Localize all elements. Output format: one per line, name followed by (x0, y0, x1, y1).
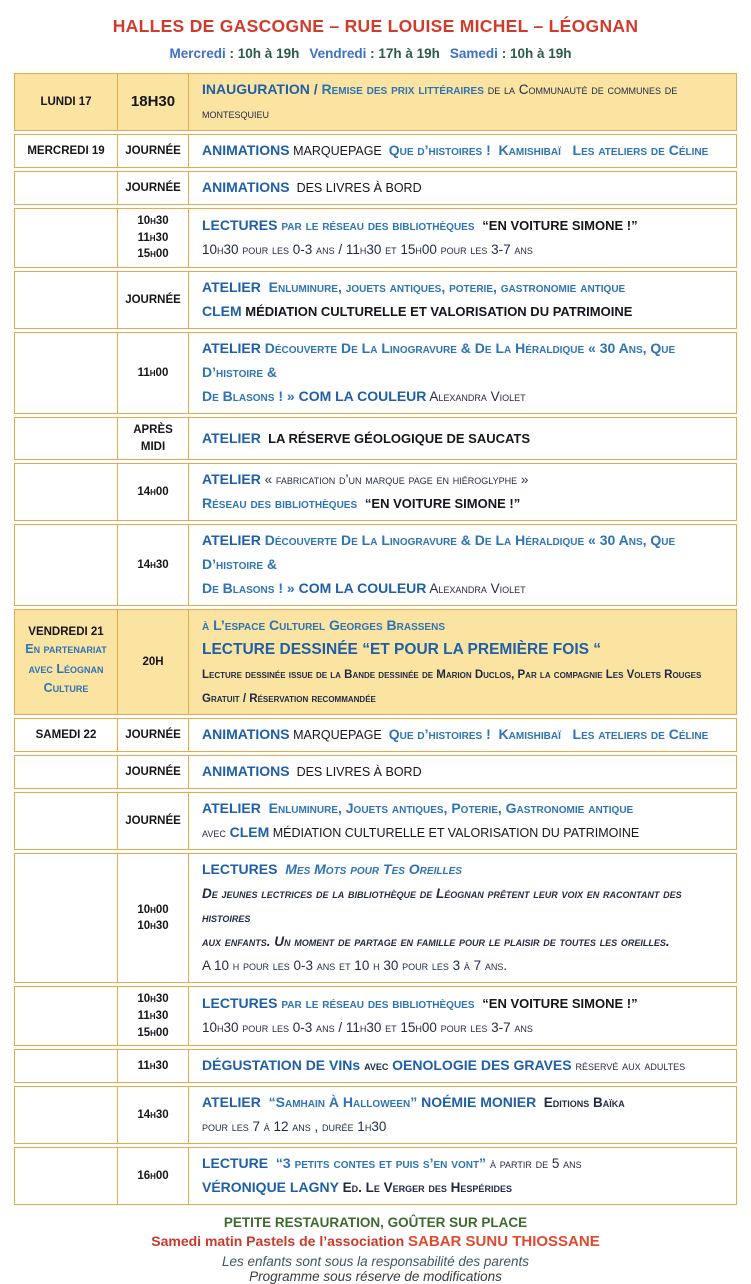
table-row (14, 755, 737, 789)
time-label: 14h00 (137, 486, 169, 499)
day-cell (15, 418, 118, 459)
time-cell (118, 854, 189, 982)
table-row (14, 718, 737, 752)
footer-restauration: PETITE RESTAURATION, GOÛTER SUR PLACE (223, 1215, 528, 1231)
day-cell (15, 272, 118, 328)
time-cell (118, 272, 189, 328)
footer (0, 1215, 751, 1284)
time-cell (118, 1050, 189, 1082)
time-label: JOURNÉE (125, 729, 181, 742)
day-label: LUNDI 17 (40, 96, 92, 108)
day-cell (15, 333, 118, 413)
table-row (14, 208, 737, 268)
event-text-line: De Blasons ! » COM LA COULEUR Alexandra Violet (202, 388, 526, 405)
table-row (14, 1049, 737, 1083)
event-cell (189, 272, 736, 328)
time-cell (118, 719, 189, 751)
time-cell (118, 756, 189, 788)
time-label: 11h00 (137, 366, 169, 379)
event-cell (189, 135, 736, 167)
event-text-line: ANIMATIONS DES LIVRES À BORD (202, 179, 422, 195)
time-cell (118, 610, 189, 714)
event-text-line: 10h30 pour les 0-3 ans / 11h30 et 15h00 pour les 3-7 ans (202, 1020, 533, 1036)
event-cell (189, 172, 736, 204)
table-row (14, 171, 737, 205)
time-label: 15h00 (137, 248, 169, 261)
event-text-line: ATELIER Découverte De La Linogravure & De La Héraldique « 30 Ans, Que D’histoire & (202, 340, 680, 381)
event-text-line: 10h30 pour les 0-3 ans / 11h30 et 15h00 pour les 3-7 ans (202, 242, 533, 257)
day-label: VENDREDI 21 (28, 626, 104, 639)
table-row (14, 463, 737, 521)
event-cell (189, 74, 736, 130)
event-cell (189, 987, 736, 1045)
day-cell (15, 464, 118, 520)
event-text-line: avec CLEM MÉDIATION CULTURELLE ET VALORISATION DU PATRIMOINE (202, 824, 640, 841)
event-text-line: ANIMATIONS MARQUEPAGE Que d’histoires ! Kamishibaï Les ateliers de Céline (202, 142, 709, 158)
time-label: 10h00 (137, 903, 169, 916)
day-cell (15, 172, 118, 204)
time-cell (118, 333, 189, 413)
table-row (14, 524, 737, 606)
time-label: JOURNÉE (125, 766, 181, 779)
event-text-line: ATELIER Enluminure, Jouets antiques, Poterie, Gastronomie antique (202, 800, 634, 817)
time-label: 10h30 (137, 993, 169, 1006)
event-text-line: Réseau des bibliothèques “EN VOITURE SIMONE !” (202, 495, 521, 512)
event-text-line: ATELIER Découverte De La Linogravure & De La Héraldique « 30 Ans, Que D’histoire & (202, 532, 680, 573)
event-text-line: VÉRONIQUE LAGNY Ed. Le Verger des Hespérides (202, 1179, 512, 1196)
event-cell (189, 1050, 736, 1082)
table-row (14, 417, 737, 460)
event-cell (189, 756, 736, 788)
day-cell (15, 987, 118, 1045)
day-cell (15, 854, 118, 982)
day-cell (15, 1087, 118, 1143)
event-text-line: ANIMATIONS MARQUEPAGE Que d’histoires ! Kamishibaï Les ateliers de Céline (202, 726, 709, 743)
event-text-line: LECTURES par le réseau des bibliothèques “EN VOITURE SIMONE !” (202, 217, 638, 233)
time-label: JOURNÉE (125, 144, 181, 157)
table-row (14, 986, 737, 1046)
time-label: 11h30 (137, 231, 169, 244)
event-text-line: ATELIER Enluminure, jouets antiques, poterie, gastronomie antique (202, 279, 626, 296)
table-row (14, 332, 737, 414)
event-text-line: ATELIER LA RÉSERVE GÉOLOGIQUE DE SAUCATS (202, 429, 531, 446)
opening-time: : 10h à 19h (501, 46, 572, 61)
time-label: 14h30 (137, 559, 169, 572)
time-cell (118, 209, 189, 267)
event-text-line: ATELIER « fabrication d’un marque page en hiéroglyphe » (202, 471, 529, 488)
time-cell (118, 987, 189, 1045)
table-row (14, 792, 737, 850)
time-label: JOURNÉE (125, 181, 181, 194)
event-text-line: LECTURES Mes Mots pour Tes Oreilles (202, 861, 462, 878)
table-row (14, 1086, 737, 1144)
day-cell (15, 610, 118, 714)
event-cell (189, 793, 736, 849)
day-label: MERCREDI 19 (27, 145, 105, 157)
footer-association-prefix: Samedi matin Pastels de l’association (151, 1233, 409, 1250)
day-label: SAMEDI 22 (35, 729, 97, 742)
time-cell (118, 1148, 189, 1204)
event-cell (189, 719, 736, 751)
event-cell (189, 525, 736, 605)
event-text-line: pour les 7 à 12 ans , durée 1h30 (202, 1119, 387, 1135)
table-row (14, 73, 737, 131)
footer-responsibility-note: Les enfants sont sous la responsabilité des parents (222, 1254, 529, 1270)
event-text-line: LECTURES par le réseau des bibliothèques “EN VOITURE SIMONE !” (202, 995, 638, 1012)
page-title: HALLES DE GASCOGNE – RUE LOUISE MICHEL – LÉOGNAN (112, 16, 639, 36)
event-cell (189, 1087, 736, 1143)
day-cell (15, 1148, 118, 1204)
event-cell (189, 1148, 736, 1204)
time-label: 20H (142, 656, 164, 669)
day-cell (15, 793, 118, 849)
time-label: 11h30 (137, 1010, 169, 1023)
time-cell (118, 418, 189, 459)
event-cell (189, 854, 736, 982)
event-text-line: De jeunes lectrices de la bibliothèque de Léognan prêtent leur voix en racontant des histoires (202, 886, 686, 926)
event-text-line: aux enfants. Un moment de partage en famille pour le plaisir de toutes les oreilles. (202, 934, 670, 950)
event-text-line: Lecture dessinée issue de la Bande dessinée de Marion Duclos, Par la compagnie Les Volets Rouges (202, 669, 702, 682)
event-text-line: ATELIER “Samhain À Halloween” NOÉMIE MONIER Editions Baïka (202, 1094, 625, 1111)
event-text-line: INAUGURATION / Remise des prix littéraires de la Communauté de communes de montesquieu (202, 81, 682, 121)
time-cell (118, 135, 189, 167)
opening-time: : 10h à 19h (229, 46, 300, 61)
time-label: 11h30 (137, 1060, 169, 1073)
time-label: JOURNÉE (125, 815, 181, 828)
opening-time: : 17h à 19h (370, 46, 440, 61)
time-label: APRÈS MIDI (133, 424, 173, 453)
day-cell (15, 74, 118, 130)
day-cell (15, 209, 118, 267)
event-text-line: LECTURE “3 petits contes et puis s’en vont” à partir de 5 ans (202, 1155, 582, 1172)
footer-modification-note: Programme sous réserve de modifications (249, 1269, 502, 1284)
time-label: 18H30 (130, 93, 176, 111)
day-cell (15, 135, 118, 167)
opening-day: Mercredi (169, 46, 226, 61)
time-cell (118, 1087, 189, 1143)
event-cell (189, 610, 736, 714)
time-label: 15h00 (137, 1026, 169, 1039)
program-table (14, 73, 737, 1205)
time-cell (118, 172, 189, 204)
day-cell (15, 525, 118, 605)
time-cell (118, 525, 189, 605)
table-row (14, 271, 737, 329)
table-row (14, 609, 737, 715)
event-text-line: LECTURE DESSINÉE “ET POUR LA PREMIÈRE FOIS “ (202, 641, 602, 659)
event-text-line: Gratuit / Réservation recommandée (202, 693, 376, 706)
event-text-line: DÉGUSTATION DE VINs avec OENOLOGIE DES GRAVES réservé aux adultes (202, 1057, 686, 1074)
time-label: 14h30 (137, 1109, 169, 1122)
event-text-line: CLEM MÉDIATION CULTURELLE ET VALORISATION DU PATRIMOINE (202, 303, 633, 320)
time-cell (118, 464, 189, 520)
event-cell (189, 464, 736, 520)
event-cell (189, 333, 736, 413)
event-cell (189, 209, 736, 267)
time-label: 10h30 (137, 215, 169, 227)
day-cell (15, 756, 118, 788)
time-cell (118, 793, 189, 849)
time-cell (118, 74, 189, 130)
opening-day: Vendredi (309, 46, 367, 61)
opening-day: Samedi (449, 46, 498, 61)
time-label: 16h00 (137, 1170, 169, 1183)
event-text-line: A 10 h pour les 0-3 ans et 10 h 30 pour les 3 à 7 ans. (202, 958, 508, 974)
event-text-line: à L’espace Culturel Georges Brassens (202, 617, 445, 634)
table-row (14, 1147, 737, 1205)
day-sublabel: En partenariat avec Léognan Culture (25, 642, 107, 696)
footer-association-name: SABAR SUNU THIOSSANE (408, 1233, 600, 1251)
time-label: JOURNÉE (125, 293, 181, 306)
time-label: 10h30 (137, 920, 169, 933)
day-cell (15, 1050, 118, 1082)
event-text-line: ANIMATIONS DES LIVRES À BORD (202, 763, 422, 780)
event-cell (189, 418, 736, 459)
opening-hours (0, 46, 751, 61)
table-row (14, 853, 737, 983)
event-text-line: De Blasons ! » COM LA COULEUR Alexandra Violet (202, 580, 526, 597)
table-row (14, 134, 737, 168)
day-cell (15, 719, 118, 751)
footer-association (0, 1233, 751, 1250)
